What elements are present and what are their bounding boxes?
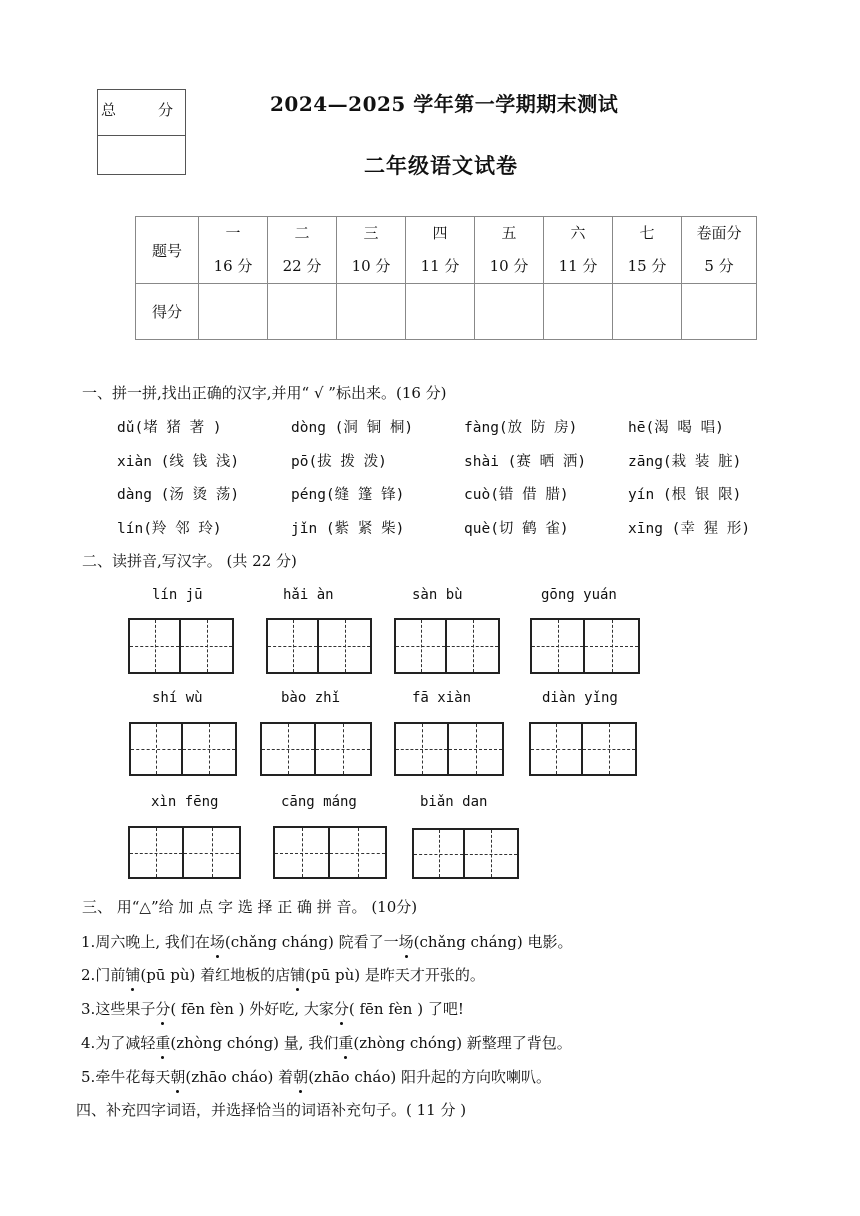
exam-subtitle: 二年级语文试卷 bbox=[364, 153, 518, 178]
writing-grid[interactable] bbox=[266, 618, 372, 674]
score-cell[interactable] bbox=[268, 284, 337, 340]
score-cell[interactable] bbox=[199, 284, 268, 340]
writing-grid[interactable] bbox=[128, 618, 234, 674]
section1-item[interactable]: yín (根 银 限) bbox=[628, 487, 742, 503]
section3-item-3[interactable]: 3.这些果子分( fēn fèn ) 外好吃, 大家分( fēn fèn ) 了吧! bbox=[81, 1000, 464, 1018]
pinyin-label: xìn fēng bbox=[151, 794, 219, 810]
col-header: 七 15 分 bbox=[613, 217, 682, 284]
section1-item[interactable]: cuò(错 借 腊) bbox=[464, 487, 569, 503]
col-header: 二 22 分 bbox=[268, 217, 337, 284]
writing-grid[interactable] bbox=[412, 828, 519, 879]
section1-item[interactable]: xiàn (线 钱 浅) bbox=[117, 454, 240, 470]
col-header: 四 11 分 bbox=[406, 217, 475, 284]
section1-item[interactable]: pō(拔 拨 泼) bbox=[291, 454, 387, 470]
section1-item[interactable]: xīng (幸 猩 形) bbox=[628, 521, 751, 537]
score-cell[interactable] bbox=[613, 284, 682, 340]
writing-grid[interactable] bbox=[129, 722, 237, 776]
section1-item[interactable]: hē(渴 喝 唱) bbox=[628, 420, 724, 436]
pinyin-label: sàn bù bbox=[412, 587, 463, 603]
section1-item[interactable]: lín(羚 邻 玲) bbox=[117, 521, 222, 537]
col-header: 五 10 分 bbox=[475, 217, 544, 284]
pinyin-label: shí wù bbox=[152, 690, 203, 706]
section3-item-5[interactable]: 5.牵牛花每天朝(zhāo cháo) 着朝(zhāo cháo) 阳升起的方向吹喇叭。 bbox=[81, 1068, 552, 1086]
writing-grid[interactable] bbox=[529, 722, 637, 776]
col-header: 三 10 分 bbox=[337, 217, 406, 284]
score-cell[interactable] bbox=[544, 284, 613, 340]
section3-item-2[interactable]: 2.门前铺(pū pù) 着红地板的店铺(pū pù) 是昨天才开张的。 bbox=[81, 966, 485, 984]
writing-grid[interactable] bbox=[530, 618, 640, 674]
section1-item[interactable]: jǐn (紫 紧 柴) bbox=[291, 521, 405, 537]
section3-item-4[interactable]: 4.为了减轻重(zhòng chóng) 量, 我们重(zhòng chóng) 新整理了背包。 bbox=[81, 1034, 572, 1052]
writing-grid[interactable] bbox=[128, 826, 241, 879]
col-header: 卷面分 5 分 bbox=[682, 217, 757, 284]
section4-heading: 四、补充四字词语，并选择恰当的词语补充句子。( 11 分 ) bbox=[76, 1101, 467, 1119]
section1-item[interactable]: dàng (汤 烫 荡) bbox=[117, 487, 240, 503]
pinyin-label: bào zhǐ bbox=[281, 690, 341, 706]
section1-item[interactable]: dòng (洞 铜 桐) bbox=[291, 420, 414, 436]
pinyin-label: fā xiàn bbox=[412, 690, 472, 706]
pinyin-label: biǎn dan bbox=[420, 794, 488, 810]
pinyin-label: cāng máng bbox=[281, 794, 357, 810]
exam-title: 2024—2025 学年第一学期期末测试 bbox=[270, 92, 619, 116]
total-score-label: 总 分 bbox=[98, 90, 185, 136]
section1-item[interactable]: shài (赛 晒 洒) bbox=[464, 454, 587, 470]
row-label-question: 题号 bbox=[136, 217, 199, 284]
section1-item[interactable]: zāng(栽 装 脏) bbox=[628, 454, 742, 470]
score-cell[interactable] bbox=[406, 284, 475, 340]
writing-grid[interactable] bbox=[394, 618, 500, 674]
col-header: 一 16 分 bbox=[199, 217, 268, 284]
section1-item[interactable]: dǔ(堵 猪 著 ) bbox=[117, 420, 222, 436]
pinyin-label: diàn yǐng bbox=[542, 690, 618, 706]
writing-grid[interactable] bbox=[273, 826, 387, 879]
pinyin-label: gōng yuán bbox=[541, 587, 617, 603]
section3-heading: 三、 用“△”给 加 点 字 选 择 正 确 拼 音。 (10分) bbox=[82, 898, 418, 916]
section1-item[interactable]: què(切 鹤 雀) bbox=[464, 521, 569, 537]
pinyin-label: lín jū bbox=[152, 587, 203, 603]
score-table-header-row bbox=[136, 217, 757, 284]
section1-item[interactable]: fàng(放 防 房) bbox=[464, 420, 578, 436]
writing-grid[interactable] bbox=[260, 722, 372, 776]
score-cell[interactable] bbox=[682, 284, 757, 340]
total-score-field[interactable] bbox=[98, 136, 185, 175]
col-header: 六 11 分 bbox=[544, 217, 613, 284]
pinyin-label: hǎi àn bbox=[283, 587, 334, 603]
section1-heading: 一、拼一拼,找出正确的汉字,并用“ √ ”标出来。(16 分) bbox=[82, 384, 447, 402]
row-label-score: 得分 bbox=[136, 284, 199, 340]
score-table-score-row bbox=[136, 284, 757, 340]
score-cell[interactable] bbox=[475, 284, 544, 340]
section1-item[interactable]: péng(缝 篷 锋) bbox=[291, 487, 405, 503]
section2-heading: 二、读拼音,写汉字。 (共 22 分) bbox=[82, 552, 297, 570]
section3-item-1[interactable]: 1.周六晚上, 我们在场(chǎng cháng) 院看了一场(chǎng cháng) 电影。 bbox=[81, 933, 573, 951]
total-score-box bbox=[97, 89, 186, 175]
score-cell[interactable] bbox=[337, 284, 406, 340]
writing-grid[interactable] bbox=[394, 722, 504, 776]
score-table bbox=[135, 216, 757, 340]
